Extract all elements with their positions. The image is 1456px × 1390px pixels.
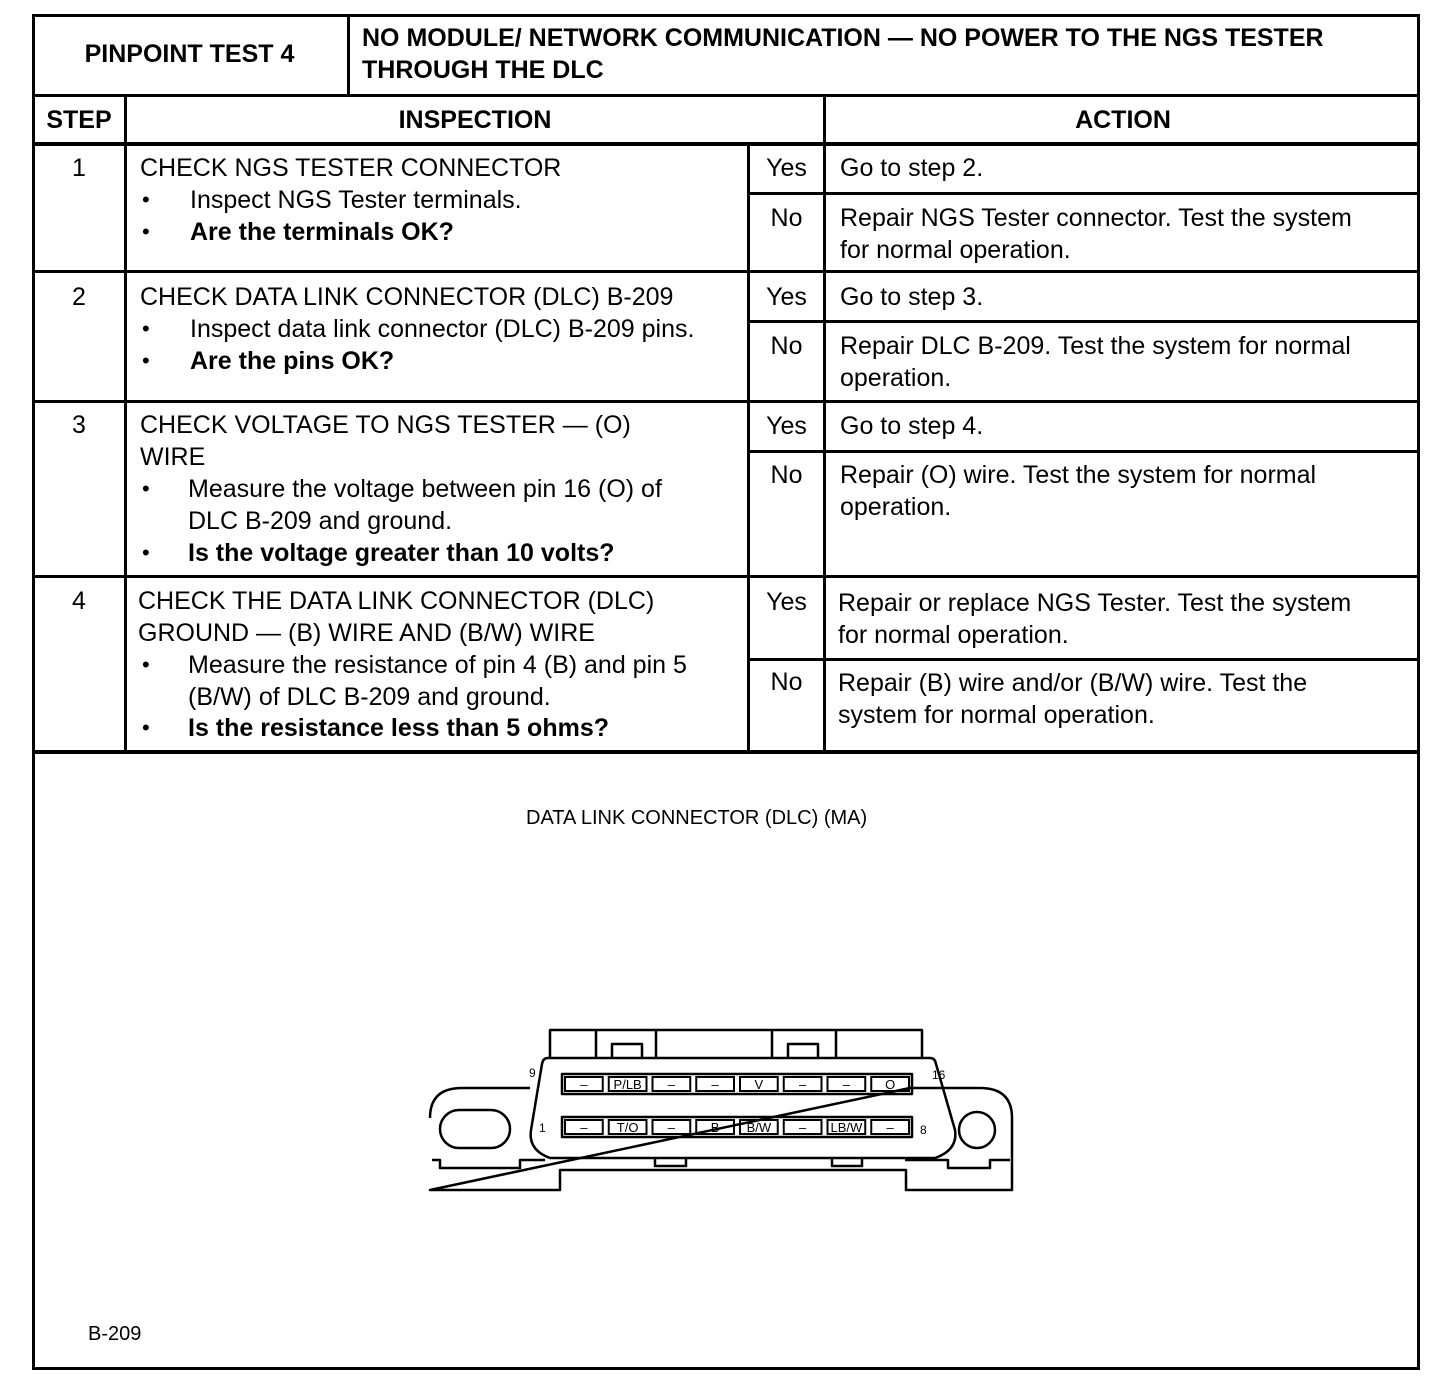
rule-colheader-bottom [32, 142, 1420, 146]
bullet-text: (B/W) of DLC B-209 and ground. [188, 683, 551, 711]
pin-label-top-right: 16 [932, 1068, 946, 1082]
rule-step-col [124, 96, 127, 752]
pin-label: – [842, 1077, 850, 1092]
bullet-icon: • [142, 348, 150, 373]
step-title: CHECK THE DATA LINK CONNECTOR (DLC) [138, 587, 655, 615]
pin-label: B [710, 1120, 720, 1135]
rule-table-bottom [32, 750, 1420, 754]
bullet-icon: • [142, 219, 150, 244]
pin-label: – [580, 1077, 588, 1092]
yes-action: Go to step 4. [840, 412, 984, 440]
bullet-text: DLC B-209 and ground. [188, 507, 453, 535]
bullet-text: Measure the voltage between pin 16 (O) of [188, 475, 662, 503]
bullet-icon: • [142, 476, 150, 501]
test-title-line1: NO MODULE/ NETWORK COMMUNICATION — NO POWER TO THE NGS TESTER [362, 24, 1324, 52]
yes-label: Yes [766, 283, 807, 311]
mount-hole-right [959, 1112, 995, 1148]
bullet-icon: • [142, 715, 150, 740]
yes-label: Yes [766, 154, 807, 182]
pin-label: – [886, 1120, 894, 1135]
connector-id-label: B-209 [88, 1323, 142, 1345]
no-action: for normal operation. [840, 236, 1071, 264]
rule-step1-yesno [750, 192, 1420, 195]
step-number: 4 [72, 587, 86, 615]
bullet-question: Are the terminals OK? [190, 218, 454, 246]
no-action: Repair DLC B-209. Test the system for normal [840, 332, 1351, 360]
bullet-text: Measure the resistance of pin 4 (B) and pin 5 [188, 651, 687, 679]
rule-step3-yesno [750, 450, 1420, 453]
no-action: system for normal operation. [838, 701, 1155, 729]
pin-label: V [754, 1077, 764, 1092]
pinpoint-test-label: PINPOINT TEST 4 [84, 40, 295, 68]
bullet-text: Inspect data link connector (DLC) B-209 pins. [190, 315, 695, 343]
pin-label-top-left: 9 [529, 1066, 536, 1080]
step-number: 3 [72, 411, 86, 439]
pin-label: P/LB [613, 1077, 642, 1092]
bullet-icon: • [142, 540, 150, 565]
mount-hole-left [440, 1110, 510, 1148]
connector-latch [550, 1030, 922, 1058]
column-header-inspection: INSPECTION [398, 106, 552, 134]
column-header-action: ACTION [1075, 106, 1171, 134]
pin-label: – [580, 1120, 588, 1135]
pin-label-bottom-left: 1 [539, 1121, 546, 1135]
yes-action: Go to step 2. [840, 154, 984, 182]
step-title: WIRE [140, 443, 206, 471]
no-action: Repair NGS Tester connector. Test the system [840, 204, 1352, 232]
yes-action: Go to step 3. [840, 283, 984, 311]
column-header-step: STEP [46, 106, 112, 134]
no-action: Repair (O) wire. Test the system for normal [840, 461, 1317, 489]
bullet-icon: • [142, 652, 150, 677]
no-action: operation. [840, 493, 952, 521]
no-action: operation. [840, 364, 952, 392]
rule-header-divider [347, 14, 350, 96]
step-number: 2 [72, 283, 86, 311]
step-title: CHECK DATA LINK CONNECTOR (DLC) B-209 [140, 283, 674, 311]
bullet-text: Inspect NGS Tester terminals. [190, 186, 522, 214]
pin-label: LB/W [830, 1120, 863, 1135]
no-label: No [770, 668, 803, 696]
step-number: 1 [72, 154, 86, 182]
bullet-question: Are the pins OK? [190, 347, 395, 375]
rule-step1-bottom [32, 270, 1420, 273]
rule-step4-yesno [750, 658, 1420, 661]
bullet-question: Is the resistance less than 5 ohms? [188, 714, 609, 742]
no-label: No [770, 332, 803, 360]
no-label: No [770, 204, 803, 232]
yes-action: Repair or replace NGS Tester. Test the system [838, 589, 1352, 617]
no-action: Repair (B) wire and/or (B/W) wire. Test the [838, 669, 1308, 697]
bullet-question: Is the voltage greater than 10 volts? [188, 539, 615, 567]
yes-action: for normal operation. [838, 621, 1069, 649]
rule-step3-bottom [32, 575, 1420, 578]
pin-label: – [711, 1077, 719, 1092]
no-label: No [770, 461, 803, 489]
rule-inspection-col [747, 144, 750, 752]
step-title: CHECK NGS TESTER CONNECTOR [140, 154, 562, 182]
rule-step2-yesno [750, 320, 1420, 323]
pin-label: – [799, 1077, 807, 1092]
bullet-icon: • [142, 187, 150, 212]
rule-header-bottom [32, 94, 1420, 97]
diagram-title: DATA LINK CONNECTOR (DLC) (MA) [526, 807, 868, 829]
connector-flange-inner [432, 1160, 545, 1168]
pin-label: O [885, 1077, 896, 1092]
pin-label: B/W [746, 1120, 772, 1135]
connector-flange [430, 1088, 1012, 1190]
test-title-line2: THROUGH THE DLC [362, 56, 604, 84]
bullet-icon: • [142, 316, 150, 341]
pin-label: – [667, 1120, 675, 1135]
pin-label-bottom-right: 8 [920, 1123, 927, 1137]
pin-label: – [799, 1120, 807, 1135]
rule-step2-bottom [32, 400, 1420, 403]
pin-label: T/O [616, 1120, 639, 1135]
yes-label: Yes [766, 588, 807, 616]
rule-yesno-col [823, 96, 826, 752]
dlc-connector-diagram [420, 1020, 1020, 1200]
yes-label: Yes [766, 412, 807, 440]
step-title: GROUND — (B) WIRE AND (B/W) WIRE [138, 619, 595, 647]
pin-label: – [667, 1077, 675, 1092]
step-title: CHECK VOLTAGE TO NGS TESTER — (O) [140, 411, 631, 439]
